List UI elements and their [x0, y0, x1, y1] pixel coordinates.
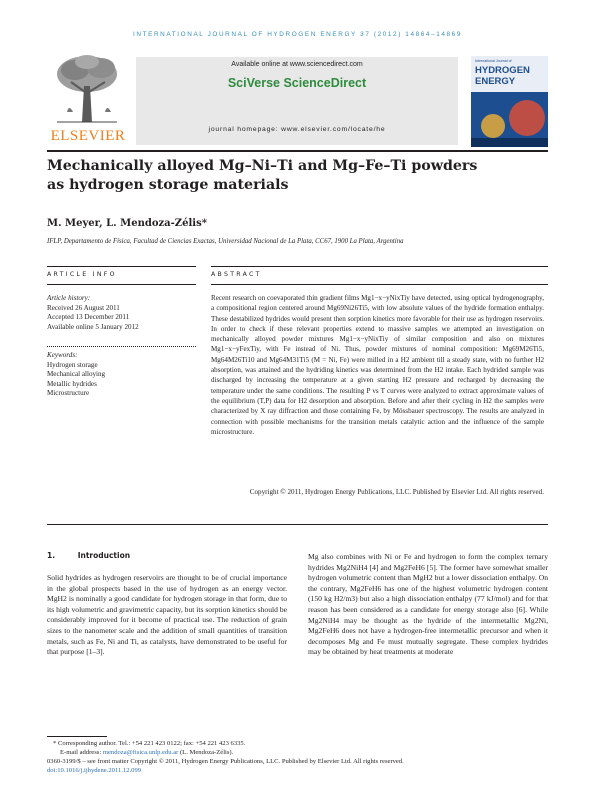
keywords-block [47, 351, 197, 399]
cover-line1: International Journal of [475, 59, 512, 63]
online-date: Available online 5 January 2012 [47, 322, 139, 331]
received-date: Received 26 August 2011 [47, 303, 120, 312]
email-label: E-mail address: [60, 749, 102, 756]
doi-link[interactable]: doi:10.1016/j.ijhydene.2011.12.099 [47, 767, 142, 774]
accepted-date: Accepted 13 December 2011 [47, 313, 130, 322]
section-heading [47, 551, 130, 560]
article-history [47, 294, 197, 332]
abstract-text: Recent research on coevaporated thin gradient films Mg1−x−yNixTiy have detected, using optical hydrogenography, a compositional region centered around Mg69Ni26Ti5, with low absolute values of the hydride formation enthalpy. These destabilized hydrides would present then sorption kinetics more favorable for their use as hydrogen reservoirs. In order to check if these relevant properties extend to massive samples we attempted an investigation on mechanically alloyed powder mixtures Mg1−x−yNixTiy of similar composition and also on mixtures Mg1−x−yFexTiy, with Fe instead of Ni. Thus, powder mixtures of nominal composition: Mg69M26Ti5, Mg64M26Ti10 and Mg64M31Ti5 (M = Ni, Fe) were milled in a H2 ambient till a steady state, with no further H2 absorption, was attained and the hydriding kinetics was determined from the H2 intake. Each hydrided sample was discharged by increasing the temperature at a given starting H2 pressure and recharged by decreasing the temperature under the same conditions. The resulting P vs T curves were analyzed to extract approximate values of the equilibrium (T,P) data for H2 desorption and absorption. Before and after their cycling in H2 the samples were characterized by X ray diffraction and those containing Fe, by Mössbauer spectroscopy. The results are analyzed in connection with possible mechanisms for the transition metals catalytic action and the influence of the sample microstructure. [211, 294, 544, 436]
body-column-right: Mg also combines with Ni or Fe and hydrogen to form the complex ternary hydrides Mg2NiH4 [4] and Mg2FeH6 [5]. The former have somewhat smaller hydrogen volumetric content than MgH2 but a lower dissociation enthalpy. On the contrary, Mg2FeH6 has one of the highest volumetric hydrogen content (150 kg H2/m3) but also a high dissociation enthalpy (77 kJ/mol) and for that reason has been considered as a candidate for energy storage also [6]. While Mg2NiH4 may be thought as the hydride of the intermetallic Mg2Ni, Mg2FeH6 does not have a hydrogen-free intermetallic precursor and when it decomposes Mg and Fe must mutually segregate. These complex hydrides may be obtained by heat treatments at moderate [308, 552, 548, 657]
info-heading-rule [47, 284, 196, 285]
abstract-top-rule [211, 266, 548, 267]
title-line-1: Mechanically alloyed Mg–Ni–Ti and Mg–Fe–Ti powders [47, 158, 478, 174]
sciverse-sciencedirect-logo: SciVerse ScienceDirect [227, 76, 367, 90]
header-divider [47, 150, 548, 152]
title-line-2: as hydrogen storage materials [47, 177, 289, 193]
keyword-item: Mechanical alloying [47, 370, 106, 379]
keyword-item: Metallic hydrides [47, 379, 97, 388]
keyword-item: Hydrogen storage [47, 360, 98, 369]
email-link[interactable]: mendoza@fisica.unlp.edu.ar [102, 749, 179, 756]
issn-line: 0360-3199/$ – see front matter Copyright © 2011, Hydrogen Energy Publications, LLC. Published by Elsevier Ltd. All rights reserved. [47, 758, 404, 765]
elsevier-wordmark: ELSEVIER [50, 128, 126, 144]
abstract-copyright: Copyright © 2011, Hydrogen Energy Publications, LLC. Published by Elsevier Ltd. All rights reserved. [249, 488, 544, 496]
journal-header: INTERNATIONAL JOURNAL OF HYDROGEN ENERGY 37 (2012) 14864–14869 [133, 31, 462, 38]
abstract-heading-rule [211, 284, 548, 285]
article-title [47, 157, 548, 195]
history-label: Article history: [47, 294, 91, 302]
article-info-heading: ARTICLE INFO [47, 271, 117, 278]
corresponding-author-note: * Corresponding author. Tel.: +54 221 423 0122; fax: +54 221 423 6335. [53, 740, 246, 747]
journal-homepage[interactable]: journal homepage: www.elsevier.com/locate/he [208, 126, 386, 133]
body-column-left: Solid hydrides as hydrogen reservoirs are thought to be of crucial importance in the global prospects based in the use of hydrogen as an energy vector. MgH2 is nominally a good candidate for hydrogen storage in that form, due to its high volumetric and gravimetric capacity, but its sorption kinetics should be considerably improved for it become of practical use. The reduction of grain sizes to the nanometer scale and the addition of small quantities of transition metals, such as Fe, Ni and Ti, as catalysts, have demonstrated to be useful for that purpose [1–3]. [47, 573, 287, 657]
info-top-rule [47, 266, 196, 267]
abstract-heading: ABSTRACT [211, 271, 262, 278]
email-note [60, 748, 233, 757]
journal-cover-image [471, 56, 548, 147]
email-name: (L. Mendoza-Zélis). [179, 749, 234, 756]
keyword-item: Microstructure [47, 389, 90, 398]
cover-line3: ENERGY [475, 76, 516, 87]
keywords-label: Keywords: [47, 351, 78, 359]
available-online-text[interactable]: Available online at www.sciencedirect.com [231, 61, 363, 68]
author-affiliation: IFLP, Departamento de Física, Facultad de Ciencias Exactas, Universidad Nacional de La Plata, CC67, 1900 La Plata, Argentina [47, 238, 404, 245]
section-title: Introduction [77, 551, 131, 560]
article-authors: M. Meyer, L. Mendoza-Zélis* [47, 218, 207, 229]
cover-line2: HYDROGEN [475, 65, 530, 76]
info-divider [47, 346, 196, 347]
footnote-rule [47, 736, 107, 737]
abstract-bottom-rule [47, 524, 548, 525]
section-number: 1. [47, 551, 56, 560]
